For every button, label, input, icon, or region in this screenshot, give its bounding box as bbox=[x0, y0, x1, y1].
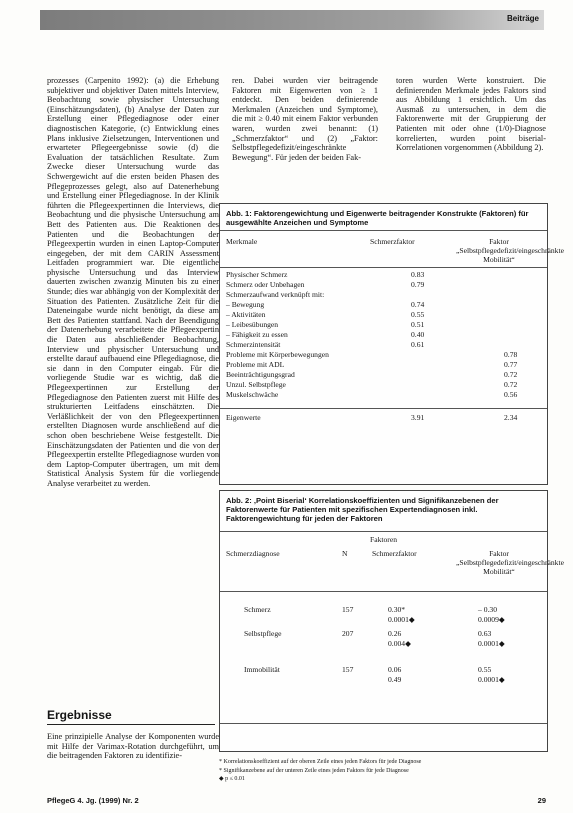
column-header: Schmerzfaktor bbox=[370, 237, 415, 246]
table-rule bbox=[220, 531, 547, 532]
table-title: Abb. 1: Faktorengewichtung und Eigenwerte beitragender Konstrukte (Faktoren) für ausgewählte Anzeichen und Symptome bbox=[226, 209, 529, 228]
section-label: Beiträge bbox=[506, 14, 539, 23]
row-value: 0.51 bbox=[411, 320, 425, 329]
column-header: Faktor „Selbstpflegedefizit/eingeschränkte Mobilität“ bbox=[456, 237, 564, 265]
row-label: – Leibesübungen bbox=[226, 320, 279, 329]
row-label: Unzul. Selbstpflege bbox=[226, 380, 286, 389]
row-label: – Bewegung bbox=[226, 300, 265, 309]
column-header: Schmerzfaktor bbox=[372, 549, 417, 558]
table-rule bbox=[220, 591, 547, 592]
row-value: 0.77 bbox=[504, 360, 518, 369]
row-label: Schmerzintensität bbox=[226, 340, 281, 349]
correlation-value: 0.55 bbox=[478, 665, 492, 674]
paragraph: Eine prinzipielle Analyse der Komponenten wurde mit Hilfe der Varimax-Rotation durchgeführt, um die beitragenden Faktoren zu identifizie- bbox=[47, 732, 219, 761]
column-header: Faktor „Selbstpflegedefizit/eingeschränkte Mobilität“ bbox=[456, 549, 564, 577]
heading-rule bbox=[47, 724, 215, 725]
footnote: ◆ p ≤ 0.01 bbox=[219, 776, 245, 782]
row-n: 157 bbox=[342, 605, 354, 614]
row-value: 0.79 bbox=[411, 280, 425, 289]
significance-value: 0.004◆ bbox=[388, 639, 411, 648]
row-value: 0.61 bbox=[411, 340, 425, 349]
row-label: Probleme mit ADL bbox=[226, 360, 285, 369]
row-value: 0.56 bbox=[504, 390, 518, 399]
row-n: 157 bbox=[342, 665, 354, 674]
column-header: N bbox=[342, 549, 348, 558]
row-label: Immobilität bbox=[244, 665, 280, 674]
row-label: Selbstpflege bbox=[244, 629, 282, 638]
table-rule bbox=[220, 230, 547, 231]
row-label: Muskelschwäche bbox=[226, 390, 279, 399]
row-value: 0.83 bbox=[411, 270, 425, 279]
row-label: Probleme mit Körperbewegungen bbox=[226, 350, 329, 359]
footnotes bbox=[219, 758, 546, 784]
column-header: Merkmale bbox=[226, 237, 258, 246]
row-label: Schmerz bbox=[244, 605, 271, 614]
row-value: 0.72 bbox=[504, 370, 518, 379]
table-1 bbox=[219, 203, 564, 485]
row-label: Physischer Schmerz bbox=[226, 270, 288, 279]
table-title: Abb. 2: ‚Point Biserial‘ Korrelationskoeffizienten und Signifikanzebenen der Faktorenwerte für Patienten mit spezifischen Expertendiagnosen inkl. Faktorengewichtung für jeden der Faktoren bbox=[226, 496, 499, 524]
correlation-value: 0.26 bbox=[388, 629, 402, 638]
row-value: 0.72 bbox=[504, 380, 518, 389]
significance-value: 0.0009◆ bbox=[478, 615, 505, 624]
section-heading: Ergebnisse bbox=[47, 708, 112, 722]
row-label: Beeinträchtigungsgrad bbox=[226, 370, 295, 379]
row-label: Eigenwerte bbox=[226, 413, 261, 422]
footnote: * Signifikanzebene auf der unteren Zeile eines jeden Faktors für jede Diagnose bbox=[219, 767, 409, 774]
row-value: 0.55 bbox=[411, 310, 425, 319]
row-value: 3.91 bbox=[411, 413, 425, 422]
correlation-value: 0.63 bbox=[478, 629, 492, 638]
row-label: Schmerzaufwand verknüpft mit: bbox=[226, 290, 325, 299]
paragraph: toren wurden Werte konstruiert. Die definierenden Merkmale jedes Faktors sind aus Abbildung 1 ersichtlich. Um das Ausmaß zu untersuchen, in dem die Faktorenwerte mit der Gruppierung der Patienten mit oder ohne (1/0)-Diagnose korrelierten, wurden point biserial-Korrelationen vorgenommen (Abbildung 2). bbox=[396, 76, 546, 153]
paragraph: ren. Dabei wurden vier beitragende Faktoren mit Eigenwerten von ≥ 1 entdeckt. Den beiden definierende Merkmalen (Anzeichen und Symptome), die mit ≥ 0.40 mit einem Faktor verbunden waren, wurden zwei benannt: (1) „Schmerzfaktor“ und (2) „Faktor: Selbstpflegedefizit/eingeschränkte Bewegung“. Für jeden der beiden Fak- bbox=[232, 76, 378, 162]
table-2 bbox=[219, 490, 564, 752]
row-value: 0.74 bbox=[411, 300, 425, 309]
column-header: Schmerzdiagnose bbox=[226, 549, 280, 558]
correlation-value: 0.06 bbox=[388, 665, 402, 674]
significance-value: 0.0001◆ bbox=[478, 639, 505, 648]
paragraph: prozesses (Carpenito 1992): (a) die Erhebung subjektiver und objektiver Daten mittels Interview, Beobachtung sowie physischer Untersuchung (Einschätzungsdaten), (b) Analyse der Daten zur Erstellung einer Pflegediagnose oder einer diagnostischen Kategorie, (c) Entwicklung eines Plans inklusive Zielsetzungen, Interventionen und erwarteter Pflegeergebnisse sowie (d) die Evaluation der tatsächlichen Resultate. Zum Zwecke dieser Untersuchung wurde das Schwergewicht auf die ersten beiden Phasen des Pflegeprozesses gelegt, also auf Datenerhebung und Erstellung einer Pflegediagnose. In der Klinik führten die Pflegeexpertinnen die Interviews, die Beobachtung und die physische Untersuchung am Bett des Patienten aus. Die Reaktionen des Patienten und die Beobachtungen der Pflegeexpertin wurden in einen Laptop-Computer eingegeben, der mit dem CARIN Assessment Leitfaden programmiert war. Die eigentliche physische Untersuchung und das Interview dauerten zwischen zwanzig Minuten bis zu einer Stunde; dies war abhängig von der Komplexität der Situation des Patienten. Zusätzliche Zeit für die Dateneingabe wurde nicht benötigt, da diese am Bett des Patienten stattfand. Nach der Beendigung der Datenerhebung verarbeitete die Pflegeexpertin die Daten aus abschließender Beobachtung, Interview und physischer Untersuchung und erstellte darauf aufbauend eine Pflegediagnose, die sie dann in den Computer eingab. Für die vorliegende Studie war es wichtig, daß die Pflegeexpertinnen zur Erstellung der Pflegediagnose den Patienten zuerst mit Hilfe des strukturierten Leitfadens einschätzten. Die Verläßlichkeit der von den Pflegeexpertinnen erstellten Diagnosen wurde anschließend auf die schon oben beschriebene Weise festgestellt. Die Einschätzungsdaten der Patienten und die von der Pflegeexpertin erstellte Pflegediagnose wurden von dem Laptop-Computer übertragen, um mit dem Statistical Analysis System für die vorliegende Analyse verarbeitet zu werden. bbox=[47, 76, 219, 488]
journal-citation: PflegeG 4. Jg. (1999) Nr. 2 bbox=[47, 796, 139, 805]
row-value: 2.34 bbox=[504, 413, 518, 422]
column-3 bbox=[396, 76, 546, 153]
significance-value: 0.0001◆ bbox=[388, 615, 415, 624]
correlation-value: 0.30* bbox=[388, 605, 406, 614]
group-header: Faktoren bbox=[370, 535, 397, 544]
row-label: – Aktivitäten bbox=[226, 310, 266, 319]
page-number: 29 bbox=[537, 796, 546, 805]
row-value: 0.78 bbox=[504, 350, 518, 359]
row-label: – Fähigkeit zu essen bbox=[226, 330, 288, 339]
header-band bbox=[40, 10, 544, 30]
correlation-value: – 0.30 bbox=[478, 605, 497, 614]
row-n: 207 bbox=[342, 629, 354, 638]
table-rule bbox=[220, 408, 547, 409]
column-1 bbox=[47, 76, 219, 489]
row-label: Schmerz oder Unbehagen bbox=[226, 280, 305, 289]
significance-value: 0.49 bbox=[388, 675, 402, 684]
table-rule bbox=[220, 723, 547, 724]
column-1-continued bbox=[47, 732, 219, 761]
column-2 bbox=[232, 76, 378, 162]
footnote: * Korrelationskoeffizient auf der oberen Zeile eines jeden Faktors für jede Diagnose bbox=[219, 759, 422, 765]
row-value: 0.40 bbox=[411, 330, 425, 339]
table-rule bbox=[220, 267, 547, 268]
significance-value: 0.0001◆ bbox=[478, 675, 505, 684]
